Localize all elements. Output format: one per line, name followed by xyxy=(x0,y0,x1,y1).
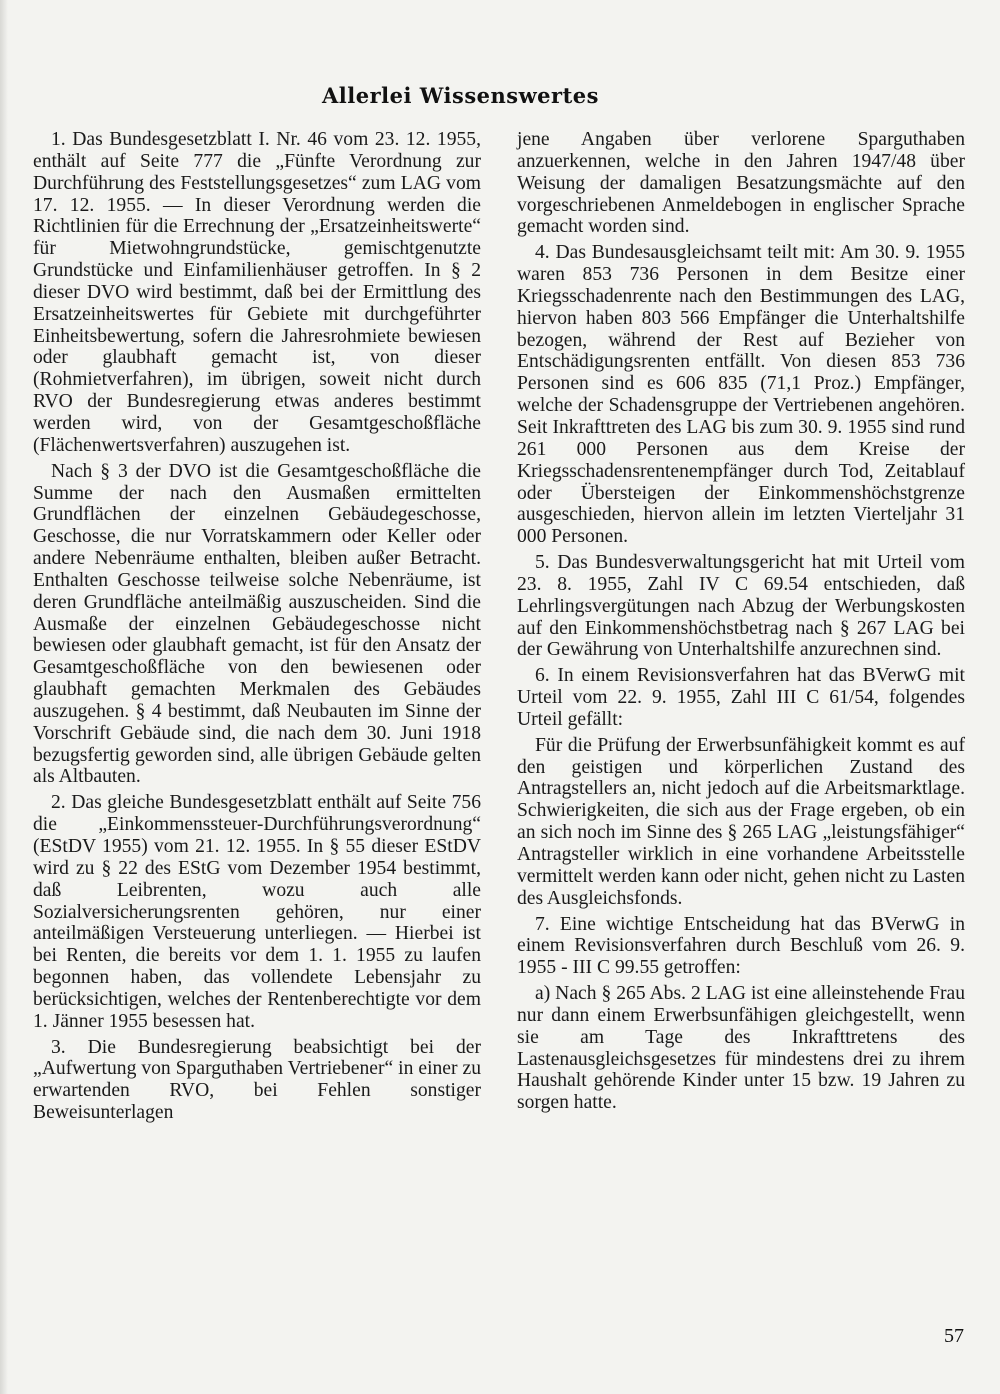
paragraph-6: 6. In einem Revisionsverfahren hat das BVerwG mit Urteil vom 22. 9. 1955, Zahl III C 61/54, folgendes Urteil gefällt: xyxy=(517,665,965,730)
paragraph-7: 7. Eine wichtige Entscheidung hat das BVerwG in einem Revisionsverfahren durch Beschluß vom 26. 9. 1955 - III C 99.55 getroffen: xyxy=(517,913,965,979)
paragraph-7a: a) Nach § 265 Abs. 2 LAG ist eine alleinstehende Frau nur dann einem Erwerbsunfähigen gleichgestellt, wenn sie am Tage des Inkrafttretens des Lastenausgleichsgesetzes für mindestens drei zu ihrem Haushalt gehörende Kinder unter 15 bzw. 19 Jahren zu sorgen hatte. xyxy=(517,983,965,1114)
paragraph-5: 5. Das Bundesverwaltungsgericht hat mit Urteil vom 23. 8. 1955, Zahl IV C 69.54 entschieden, daß Lehrlingsvergütungen nach Abzug der Werbungskosten auf den Einkommenshöchstbetrag nach § 267 LAG bei der Gewährung von Unterhaltshilfe anzurechnen sind. xyxy=(517,552,965,661)
page-number: 57 xyxy=(944,1325,964,1347)
paragraph-3-continued: jene Angaben über verlorene Sparguthaben anzuerkennen, welche in den Jahren 1947/48 über Weisung der damaligen Besatzungsmächte auf den vorgeschriebenen Anmeldebogen in englischer Sprache gemacht worden sind. xyxy=(517,129,965,238)
right-column xyxy=(517,129,965,1118)
paragraph-3: 3. Die Bundesregierung beabsichtigt bei der „Aufwertung von Sparguthaben Vertriebener“ in einer zu erwartenden RVO, bei Fehlen sonstiger Beweisunterlagen xyxy=(33,1036,481,1124)
page-title: Allerlei Wissenswertes xyxy=(322,83,599,108)
paragraph-1: 1. Das Bundesgesetzblatt I. Nr. 46 vom 23. 12. 1955, enthält auf Seite 777 die „Fünfte Verordnung zur Durchführung des Feststellungsgesetzes“ zum LAG vom 17. 12. 1955. — In dieser Verordnung werden die Richtlinien für die Errechnung der „Ersatzeinheitswerte“ für Mietwohngrundstücke, gemischtgenutzte Grundstücke und Einfamilienhäuser getroffen. In § 2 dieser DVO wird bestimmt, daß bei der Ermittlung des Ersatzeinheitswertes für Gebiete mit durchgeführter Einheitsbewertung, sofern die Jahresrohmiete bewiesen oder glaubhaft gemacht ist, von dieser (Rohmietverfahren), im übrigen, soweit nicht durch RVO der Bundesregierung etwas anderes bestimmt werden wird, von der Gesamtgeschoßfläche (Flächenwertsverfahren) auszugehen ist. xyxy=(33,129,481,456)
page-spine-shadow xyxy=(0,0,8,1394)
paragraph-1-continued: Nach § 3 der DVO ist die Gesamtgeschoßfläche die Summe der nach den Ausmaßen ermittelten Grundflächen der einzelnen Gebäudegeschosse, Geschosse, die nur Vorratskammern oder Keller oder andere Nebenräume enthalten, bleiben außer Betracht. Enthalten Geschosse teilweise solche Nebenräume, ist deren Grundfläche anteilmäßig auszuscheiden. Sind die Ausmaße der einzelnen Gebäudegeschosse nicht bewiesen oder glaubhaft gemacht, ist für den Ansatz der Gesamtgeschoßfläche von den bewiesenen oder glaubhaft gemachten Merkmalen des Gebäudes auszugehen. § 4 bestimmt, daß Neubauten im Sinne der Vorschrift Gebäude sind, die nach dem 30. Juni 1918 bezugsfertig geworden sind, alle übrigen Gebäude gelten als Altbauten. xyxy=(33,460,481,788)
paragraph-2: 2. Das gleiche Bundesgesetzblatt enthält auf Seite 756 die „Einkommenssteuer-Durchführungsverordnung“ (EStDV 1955) vom 21. 12. 1955. In § 55 dieser EStDV wird zu § 22 des EStG vom Dezember 1954 bestimmt, daß Leibrenten, wozu auch alle Sozialversicherungsrenten gehören, nur einer anteilmäßigen Versteuerung unterliegen. — Hierbei ist bei Renten, die bereits vor dem 1. 1. 1955 zu laufen begonnen haben, das vollendete Lebensjahr zu berücksichtigen, welches der Rentenberechtigte vor dem 1. Jänner 1955 besessen hat. xyxy=(33,792,481,1032)
paragraph-4: 4. Das Bundesausgleichsamt teilt mit: Am 30. 9. 1955 waren 853 736 Personen in dem Besitze einer Kriegsschadenrente nach den Bestimmungen des LAG, hiervon haben 803 566 Empfänger die Unterhaltshilfe bezogen, während der Rest auf Bezieher von Entschädigungsrenten entfällt. Von diesen 853 736 Personen sind es 606 835 (71,1 Proz.) Empfänger, welche der Schadensgruppe der Vertriebenen angehören. Seit Inkrafttreten des LAG bis zum 30. 9. 1955 sind rund 261 000 Personen aus dem Kreise der Kriegsschadensrentenempfänger durch Tod, Zeitablauf oder Übersteigen der Einkommenshöchstgrenze ausgeschieden, hiervon allein im letzten Vierteljahr 31 000 Personen. xyxy=(517,242,965,548)
paragraph-6-ruling: Für die Prüfung der Erwerbsunfähigkeit kommt es auf den geistigen und körperlichen Zustand des Antragstellers an, nicht jedoch auf die Arbeitsmarktlage. Schwierigkeiten, die sich aus der Frage ergeben, ob ein an sich noch im Sinne des § 265 LAG „leistungsfähiger“ Antragsteller wirklich in eine vorhandene Arbeitsstelle vermittelt werden kann oder nicht, gehen nicht zu Lasten des Ausgleichsfonds. xyxy=(517,734,965,909)
left-column xyxy=(33,129,481,1128)
